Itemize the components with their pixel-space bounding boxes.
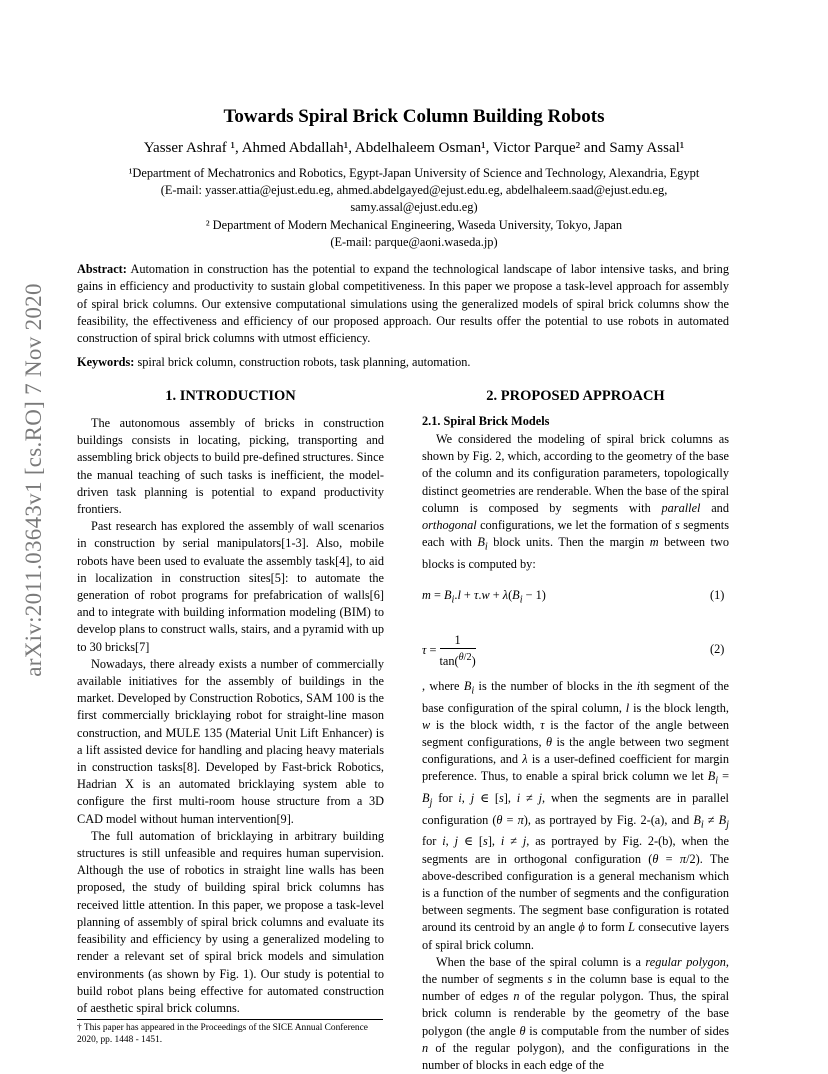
equation-2: τ = $\frac{1}{\tan(^{\theta/2})}$: [422, 633, 476, 669]
section-heading-introduction: 1. INTRODUCTION: [165, 388, 296, 404]
equation-2-number: (2): [710, 642, 725, 656]
abstract-label: Abstract:: [77, 262, 127, 276]
paragraph: Past research has explored the assembly of wall scenarios in construction by serial manipulators[1-3]. Also, mobile robots have been used to evaluate the assembly task[4], to aid in localization in construction sites[5]: to automate the generation of robot programs for prefabrication of walls[6] and to integrate with building information modeling (BIM) to develop plans to construct walls, stairs, and a pyramid with up to 30 bricks[7]: [77, 519, 384, 654]
abstract: [77, 261, 729, 347]
affiliations: [0, 165, 828, 251]
subsection-heading: 2.1. Spiral Brick Models: [422, 414, 550, 428]
abstract-text: Automation in construction has the potential to expand the technological landscape of labor intensive tasks, and bring gains in efficiency and productivity to sustain global competitiveness. In this paper we propose a task-level approach for assembly of spiral brick columns. Our extensive computational simulations using the generalized models of spiral brick columns show the feasibility, the effectiveness and efficiency of our proposed approach. Our results offer the potential to use robots in automated construction of spiral brick columns with utmost efficiency.: [77, 262, 729, 346]
keywords-text: spiral brick column, construction robots, task planning, automation.: [137, 355, 471, 369]
introduction-body: [77, 415, 384, 1017]
paragraph: The autonomous assembly of bricks in construction buildings consists in locating, picking, transporting and assembling brick objects to build pre-defined structures. Since the manual teaching of such tasks is inefficient, the model-driven task planning is potential to expand productivity frontiers.: [77, 416, 384, 517]
affiliation-line: (E-mail: parque@aoni.waseda.jp): [330, 234, 498, 249]
paragraph: , where $B_i$ is the number of blocks in the ith segment of the base configuration of the spiral column, l is the block length, w is the block width, τ is the factor of the angle between segment configurations, θ is the angle between two segment configurations, and λ is a user-defined coefficient for margin preference. Thus, to enable a spiral brick column we let $B_i = B_j$ for i, j ∈ [s], i ≠ j, when the segments are in parallel configuration (θ = π), as portrayed by Fig. 2-(a), and $B_i \ne B_j$ for i, j ∈ [s], i ≠ j, as portrayed by Fig. 2-(b), when the segments are in orthogonal configuration (θ = π/2). The above-described configuration is a general mechanism which is a function of the number of segments and the configuration between segments. The segment base configuration is rotated around its centroid by an angle ϕ to form L consecutive layers of spiral brick column.: [422, 679, 730, 952]
equation-1: $m = B_i.l + \tau.w + \lambda(B_i - 1)$: [422, 588, 546, 606]
proposed-approach-body-top: [422, 431, 729, 573]
affiliation-line: ¹Department of Mechatronics and Robotics, Egypt-Japan University of Science and Technology, Alexandria, Egypt: [128, 166, 700, 180]
paragraph: Nowadays, there already exists a number of commercially available initiatives for the assembly of buildings in the market. Developed by Construction Robotics, SAM 100 is the first commercially bricklaying robot for straight-line mason construction, and MULE 135 (Material Unit Lift Enhancer) is a lift assisted device for handling and placing heavy materials in construction tasks[8]. Developed by Fast-brick Robotics, Hadrian X is an automated bricklaying system able to configure the first multi-room house structure from a 3D CAD model without human intervention[9].: [77, 656, 384, 826]
footnote: † This paper has appeared in the Proceedings of the SICE Annual Conference 2020, pp. 1448 - 1451.: [77, 1023, 368, 1045]
footnote-rule: [77, 1019, 383, 1020]
arxiv-identifier: arXiv:2011.03643v1 [cs.RO] 7 Nov 2020: [21, 283, 46, 677]
arxiv-sidebar-stamp: [22, 285, 46, 675]
paper-title: Towards Spiral Brick Column Building Robots: [223, 106, 605, 127]
section-heading-proposed-approach: 2. PROPOSED APPROACH: [486, 388, 665, 404]
keywords-label: Keywords:: [77, 355, 135, 369]
affiliation-line: ² Department of Modern Mechanical Engineering, Waseda University, Tokyo, Japan: [205, 217, 623, 232]
author-list: Yasser Ashraf ¹, Ahmed Abdallah¹, Abdelhaleem Osman¹, Victor Parque² and Samy Assal¹: [143, 140, 685, 156]
affiliation-line: (E-mail: yasser.attia@ejust.edu.eg, ahmed.abdelgayed@ejust.edu.eg, abdelhaleem.saad@ejust.edu.eg,: [160, 183, 668, 198]
equation-1-number: (1): [710, 588, 725, 602]
proposed-approach-body-bottom: [422, 678, 729, 1074]
paragraph: When the base of the spiral column is a regular polygon, the number of segments s in the column base is equal to the number of edges n of the regular polygon. Thus, the spiral brick column is renderable by the geometry of the base polygon (the angle θ is computable from the number of sides n of the regular polygon), and the configurations in the number of blocks in each edge of the: [422, 954, 729, 1073]
paragraph: The full automation of bricklaying in arbitrary building structures is still unfeasible and requires human supervision. Although the use of robotics in straight line walls has been proposed, the study of building spiral brick columns has received little attention. In this paper, we propose a task-level planning of assembly of spiral brick columns and evaluate its feasibility and efficiency by using a generalized modeling to render a relevant set of spiral brick models and simulation environments (as shown by Fig. 1). Our study is potential to build robot plans being effective for automated construction of aesthetic spiral brick columns.: [77, 828, 384, 1015]
keywords: [77, 355, 729, 370]
paragraph: We considered the modeling of spiral brick columns as shown by Fig. 2, which, according to the geometry of the base of the column and its configuration parameters, topologically distinct geometries are renderable. When the base of the spiral column is composed by segments with parallel and orthogonal configurations, we let the formation of s segments each with $B_i$ block units. Then the margin m between two blocks is computed by:: [422, 432, 730, 571]
affiliation-line: samy.assal@ejust.edu.eg): [350, 200, 478, 215]
